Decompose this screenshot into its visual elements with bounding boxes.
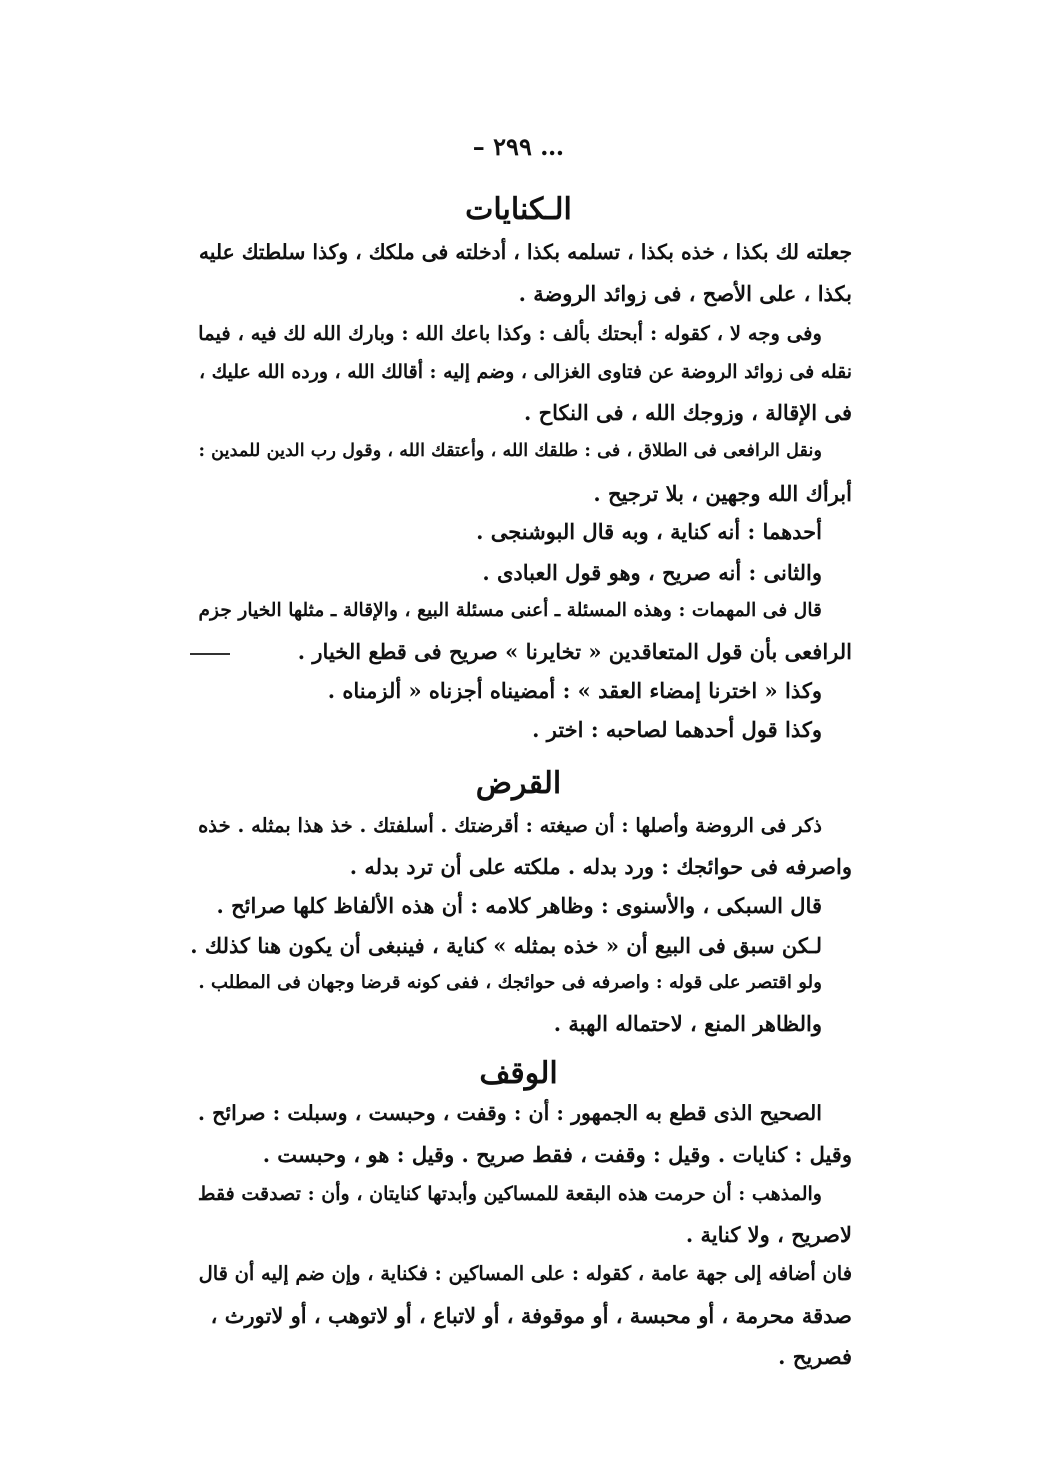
text-line: واصرفه فى حوائجك : ورد بدله . ملكته على أن ترد بدله . bbox=[349, 854, 852, 879]
text-line: والمذهب : أن حرمت هذه البقعة للمساكين وأبدتها كنايتان ، وأن : تصدقت فقط bbox=[197, 1183, 822, 1205]
text-line: الرافعى بأن قول المتعاقدين « تخايرنا » صريح فى قطع الخيار . bbox=[297, 639, 852, 664]
text-line: أبرأك الله وجهين ، بلا ترجيح . bbox=[593, 481, 852, 506]
text-line: والظاهر المنع ، لاحتماله الهبة . bbox=[553, 1011, 822, 1036]
text-line: نقله فى زوائد الروضة عن فتاوى الغزالى ، وضم إليه : أقالك الله ، ورده الله عليك ، bbox=[198, 361, 852, 383]
text-line: أحدهما : أنه كناية ، وبه قال البوشنجى . bbox=[476, 519, 822, 544]
text-line: والثانى : أنه صريح ، وهو قول العبادى . bbox=[482, 560, 822, 585]
text-line: وقيل : كنايات . وقيل : وقفت ، فقط صريح . وقيل : هو ، وحبست . bbox=[262, 1142, 852, 1167]
section-title-kinayat: الـكنايات bbox=[465, 192, 572, 227]
text-line: فصريح . bbox=[778, 1344, 852, 1369]
text-line: ولو اقتصر على قوله : واصرفه فى حوائجك ، ففى كونه قرضا وجهان فى المطلب . bbox=[198, 972, 822, 993]
text-line: وكذا « اخترنا إمضاء العقد » : أمضيناه أجزناه « ألزمناه . bbox=[327, 678, 822, 703]
section-title-waqf: الوقف bbox=[479, 1056, 558, 1091]
text-line: صدقة محرمة ، أو محبسة ، أو موقوفة ، أو لاتباع ، أو لاتوهب ، أو لاتورث ، bbox=[210, 1303, 852, 1328]
text-line: بكذا ، على الأصح ، فى زوائد الروضة . bbox=[518, 281, 852, 306]
page-number: – ٢٩٩ … bbox=[472, 132, 565, 161]
text-line: فى الإقالة ، وزوجك الله ، فى النكاح . bbox=[523, 400, 852, 425]
text-line: ونقل الرافعى فى الطلاق ، فى : طلقك الله ، وأعتقك الله ، وقول رب الدين للمدين : bbox=[198, 440, 822, 461]
text-line: فان أضافه إلى جهة عامة ، كقوله : على المساكين : فكناية ، وإن ضم إليه أن قال bbox=[198, 1262, 852, 1285]
text-line: وفى وجه لا ، كقوله : أبحتك بألف : وكذا باعك الله : وبارك الله لك فيه ، فيما bbox=[198, 322, 822, 345]
text-line: لـكن سبق فى البيع أن « خذه بمثله » كناية ، فينبغى أن يكون هنا كذلك . bbox=[190, 933, 822, 958]
divider bbox=[190, 653, 230, 655]
section-title-qard: القرض bbox=[475, 766, 562, 801]
text-line: الصحيح الذى قطع به الجمهور : أن : وقفت ، وحبست ، وسبلت : صرائح . bbox=[197, 1101, 822, 1125]
text-line: لاصريح ، ولا كناية . bbox=[685, 1222, 852, 1247]
text-line: ذكر فى الروضة وأصلها : أن صيغته : أقرضتك . أسلفتك . خذ هذا بمثله . خذه bbox=[198, 814, 822, 837]
text-line: جعلته لك بكذا ، خذه بكذا ، تسلمه بكذا ، أدخلته فى ملكك ، وكذا سلطتك عليه bbox=[198, 240, 852, 264]
text-line: وكذا قول أحدهما لصاحبه : اختر . bbox=[532, 717, 822, 742]
text-line: قال السبكى ، والأسنوى : وظاهر كلامه : أن هذه الألفاظ كلها صرائح . bbox=[216, 893, 822, 918]
text-line: قال فى المهمات : وهذه المسئلة ـ أعنى مسئلة البيع ، والإقالة ـ مثلها الخيار جزم bbox=[198, 599, 822, 621]
